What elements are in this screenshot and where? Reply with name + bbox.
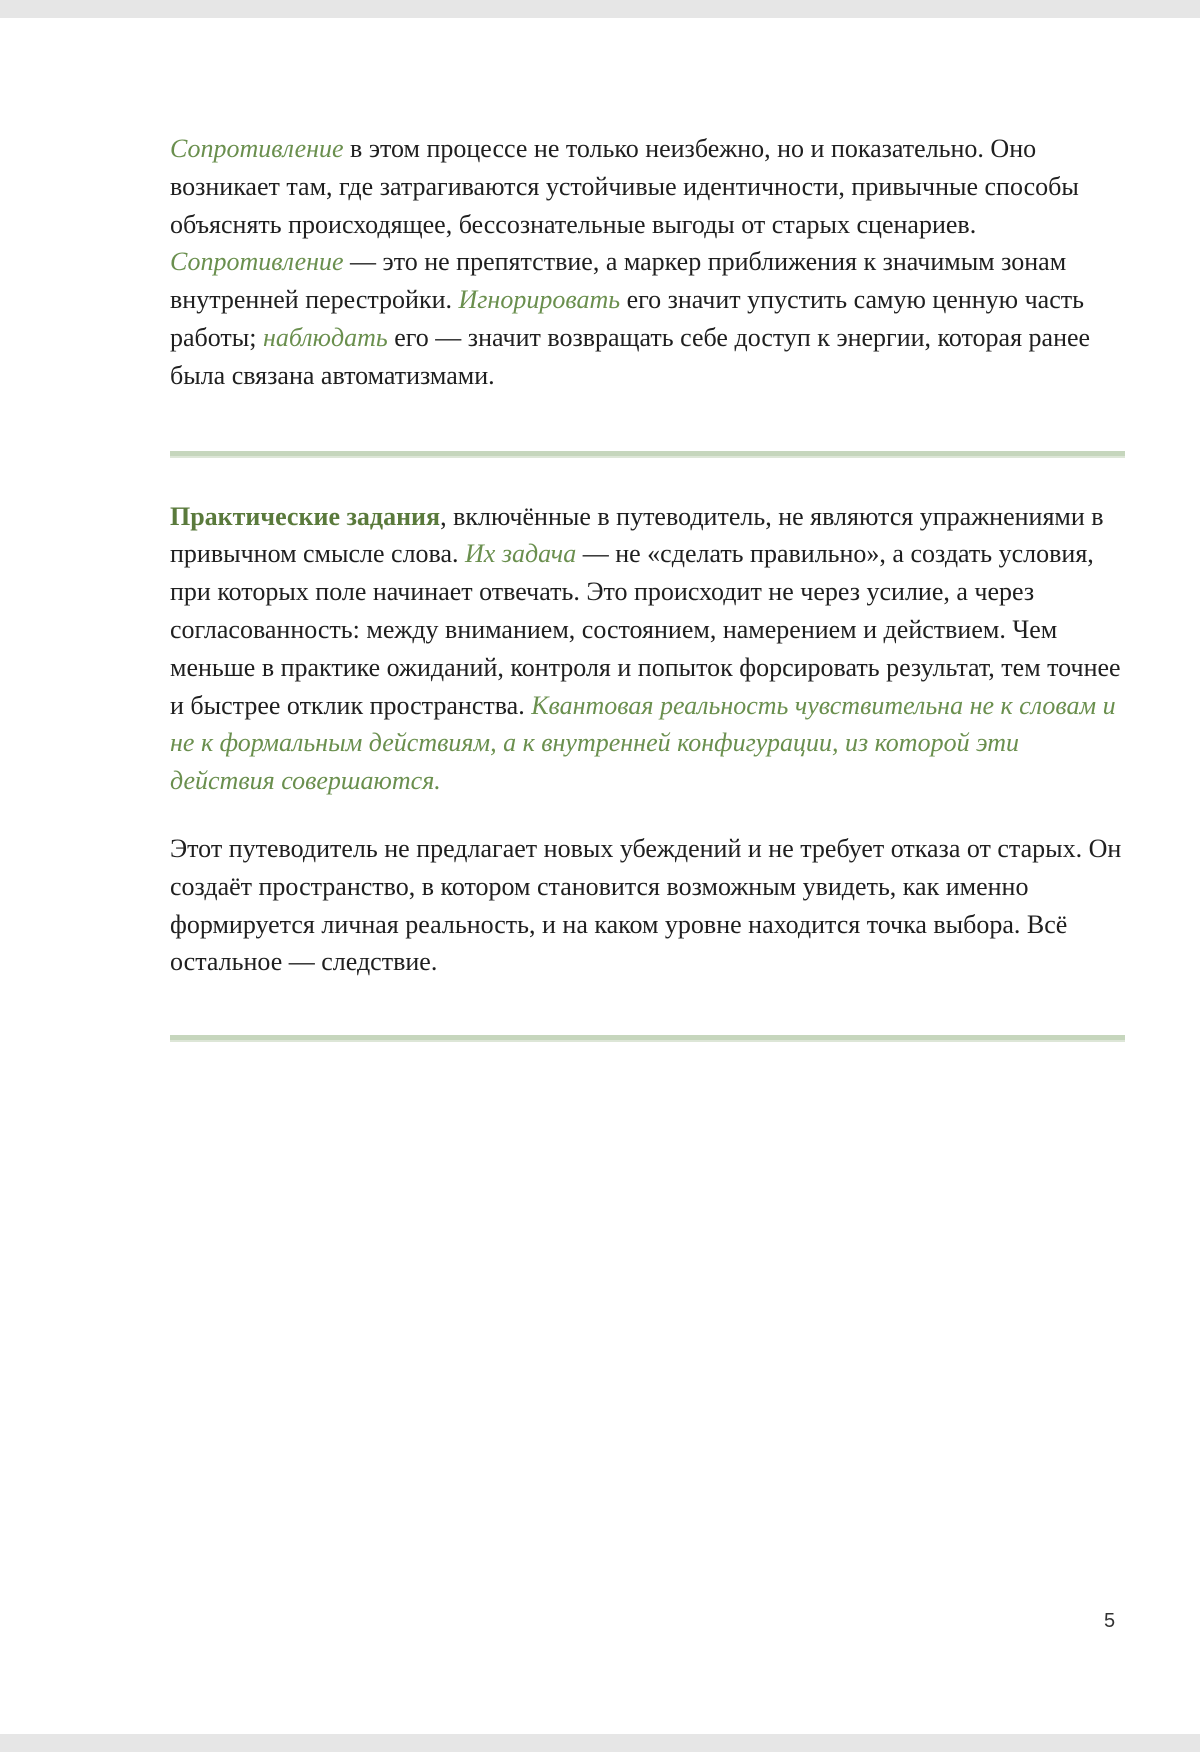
paragraph-practical-tasks — [170, 498, 1125, 800]
paragraph-resistance — [170, 130, 1125, 395]
page-number: 5 — [1104, 1610, 1116, 1632]
section-divider — [170, 451, 1125, 458]
document-page — [0, 18, 1200, 1734]
emphasis-observe: наблюдать — [262, 322, 388, 352]
emphasis-their-task: Их задача — [465, 539, 577, 569]
emphasis-ignore: Игнорировать — [458, 285, 621, 315]
heading-practical-tasks: Практические задания — [170, 501, 441, 531]
paragraph-text: — это не препятствие, а маркер приближения к значимым зонам внутренней перестройки. — [170, 247, 1067, 315]
paragraph-text: — не «сделать правильно», а создать условия, при которых поле начинает отвечать. Это происходит не через усилие, а через согласованность: между вниманием, состоянием, намерением и действием. Чем меньше в практике ожиданий, контроля и попыток форсировать результат, тем точнее и быстрее отклик пространства. — [170, 539, 1121, 720]
section-divider-bottom — [170, 1035, 1125, 1042]
paragraph-text: его — значит возвращать себе доступ к энергии, которая ранее была связана автоматизмами. — [170, 322, 1091, 390]
emphasis-quantum-reality: Квантовая реальность чувствительна не к словам и не к формальным действиям, а к внутренней конфигурации, из которой эти действия совершаются. — [170, 690, 1116, 796]
paragraph-text: в этом процессе не только неизбежно, но и показательно. Оно возникает там, где затрагиваются устойчивые идентичности, привычные способы объяснять происходящее, бессознательные выгоды от старых сценариев. — [170, 134, 1079, 239]
page-content — [170, 130, 1125, 1042]
paragraph-guide: Этот путеводитель не предлагает новых убеждений и не требует отказа от старых. Он создаёт пространство, в котором становится возможным увидеть, как именно формируется личная реальность, и на каком уровне находится точка выбора. Всё остальное — следствие. — [170, 833, 1122, 977]
emphasis-resistance-2: Сопротивление — [170, 247, 344, 277]
paragraph-text: , включённые в путеводитель, не являются упражнениями в привычном смысле слова. — [170, 501, 1104, 569]
emphasis-resistance: Сопротивление — [170, 134, 344, 163]
paragraph-text: его значит упустить самую ценную часть работы; — [170, 285, 1084, 352]
